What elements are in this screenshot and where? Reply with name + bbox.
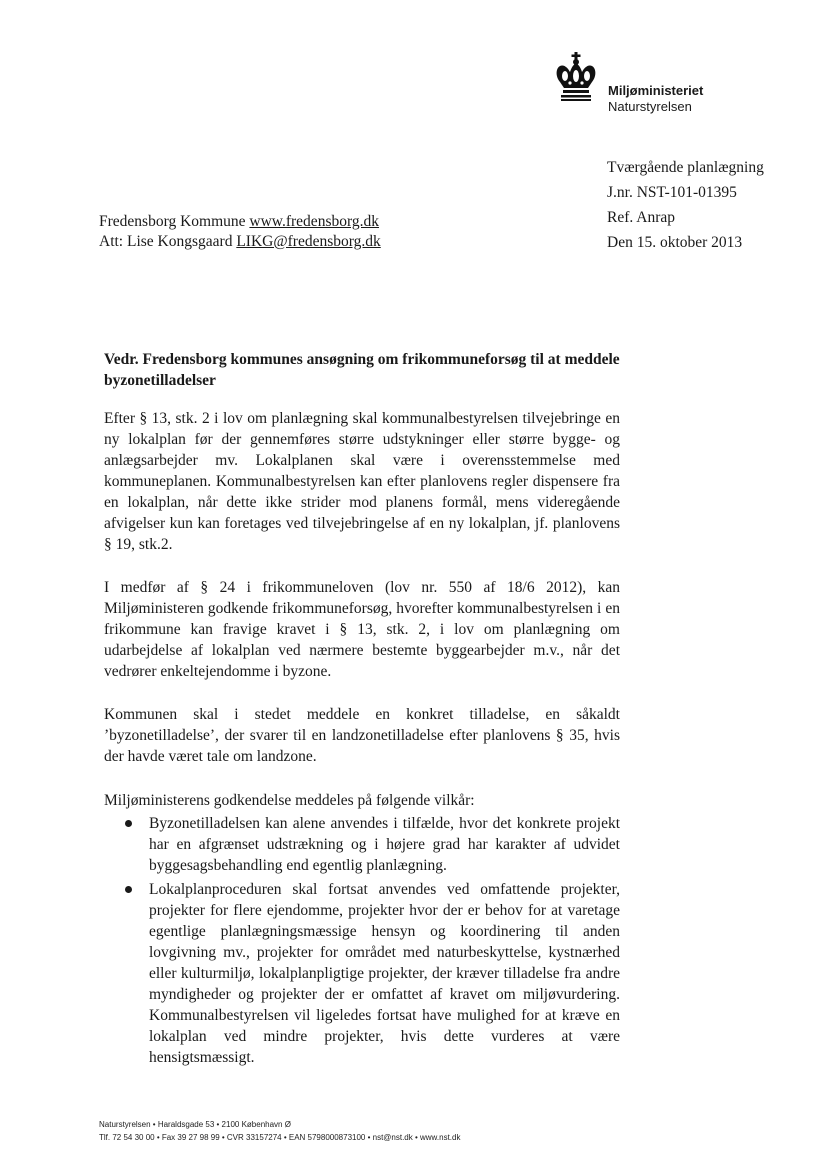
letter-footer xyxy=(99,1118,460,1144)
reference: Ref. Anrap xyxy=(607,209,676,226)
sender-organization xyxy=(608,83,703,115)
conditions-list xyxy=(104,813,620,1068)
recipient-line-2 xyxy=(99,232,381,252)
body-paragraph-1: Efter § 13, stk. 2 i lov om planlægning skal kommunalbestyrelsen tilvejebringe en ny lokalplan før der gennemføres større udstykninger eller større bygge- og anlægsarbejder mv. Lokalplanen skal være i overensstemmelse med kommuneplanen. Kommunalbestyrelsen kan efter planlovens regler dispensere fra en lokalplan, når dette ikke strider mod planens formål, mens videregående afvigelser kun kan foretages ved tilvejebringelse af en ny lokalplan, jf. planlovens § 19, stk.2. xyxy=(104,410,620,553)
journal-number: J.nr. NST-101-01395 xyxy=(607,184,737,201)
letter-body xyxy=(104,408,620,1071)
recipient-email-link[interactable]: LIKG@fredensborg.dk xyxy=(236,233,381,250)
condition-text: Byzonetilladelsen kan alene anvendes i tilfælde, hvor det konkrete projekt har en afgrænset udstrækning og i højere grad har karakter af udvidet byggesagsbehandling end egentlig planlægning. xyxy=(149,815,620,874)
letter-date: Den 15. oktober 2013 xyxy=(607,234,743,251)
department: Tværgående planlægning xyxy=(607,159,764,176)
recipient-block xyxy=(99,212,381,252)
body-paragraph-3: Kommunen skal i stedet meddele en konkret tilladelse, en såkaldt ’byzonetilladelse’, der svarer til en landzonetilladelse efter planlovens § 35, hvis der havde været tale om landzone. xyxy=(104,706,620,765)
recipient-name: Fredensborg Kommune xyxy=(99,213,250,230)
conditions-intro: Miljøministerens godkendelse meddeles på følgende vilkår: xyxy=(104,792,475,809)
agency-name: Naturstyrelsen xyxy=(608,99,692,114)
footer-contact: Tlf. 72 54 30 00 • Fax 39 27 98 99 • CVR 33157274 • EAN 5798000873100 • nst@nst.dk • www.nst.dk xyxy=(99,1133,461,1142)
bullet-icon xyxy=(125,820,132,827)
recipient-line-1 xyxy=(99,212,381,232)
condition-item xyxy=(104,813,620,876)
recipient-attention: Att: Lise Kongsgaard xyxy=(99,233,237,250)
ministry-name: Miljøministeriet xyxy=(608,83,704,98)
condition-text: Lokalplanproceduren skal fortsat anvendes ved omfattende projekter, projekter for flere ejendomme, projekter hvor der er behov for at varetage egentlige planlægningsmæssige hensyn og koordinering til anden lovgivning mv., projekter for området med naturbeskyttelse, kystnærhed eller kulturmiljø, lokalplanpligtige projekter, der kræver tilladelse fra andre myndigheder og projekter der er omfattet af kravet om miljøvurdering. Kommunalbestyrelsen vil ligeledes fortsat have mulighed for at kræve en lokalplan ved mindre projekter, hvis dette vurderes at være hensigtsmæssigt. xyxy=(149,881,620,1066)
recipient-website-link[interactable]: www.fredensborg.dk xyxy=(249,213,379,230)
reference-block xyxy=(607,155,764,255)
condition-item xyxy=(104,879,620,1068)
body-paragraph-2: I medfør af § 24 i frikommuneloven (lov nr. 550 af 18/6 2012), kan Miljøministeren godkende frikommuneforsøg, hvorefter kommunalbestyrelsen i en frikommune kan fravige kravet i § 13, stk. 2, i lov om planlægning om udarbejdelse af lokalplan ved nærmere bestemte byggearbejder m.v., når det vedrører enkeltejendomme i byzone. xyxy=(104,579,620,680)
footer-address: Naturstyrelsen • Haraldsgade 53 • 2100 København Ø xyxy=(99,1120,291,1129)
bullet-icon xyxy=(125,886,132,893)
crown-icon xyxy=(552,52,600,102)
letter-subject: Vedr. Fredensborg kommunes ansøgning om frikommuneforsøg til at meddele byzonetilladelser xyxy=(104,351,620,389)
